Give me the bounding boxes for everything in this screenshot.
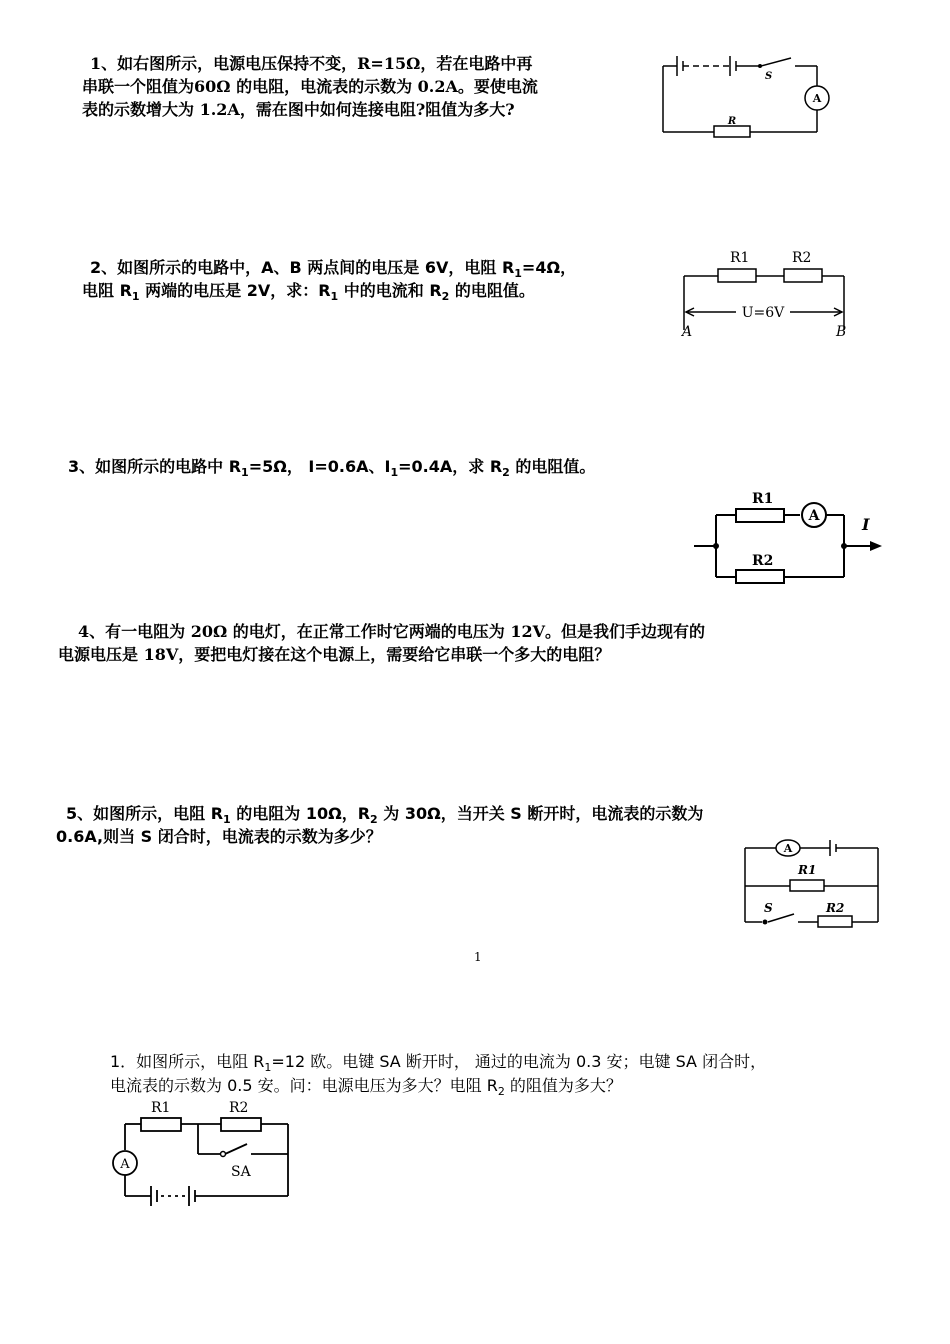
r2-label: R2 xyxy=(229,1100,249,1116)
q3-text: 3、如图所示的电路中 R xyxy=(68,457,242,476)
r1-label: R1 xyxy=(151,1100,171,1116)
question-2-line-2 xyxy=(82,279,576,302)
q6-text: =12 欧。电键 SA 断开时， 通过的电流为 0.3 安；电键 SA 闭合时， xyxy=(271,1052,767,1071)
subscript: 1 xyxy=(241,466,249,480)
question-2 xyxy=(82,256,576,302)
question-2-line-1 xyxy=(82,256,576,279)
q2-text: 电阻 R xyxy=(82,281,132,300)
question-5-line-2: 0.6A,则当 S 闭合时，电流表的示数为多少？ xyxy=(56,827,382,846)
ammeter-label: A xyxy=(812,92,822,105)
page-number: 1 xyxy=(474,950,482,964)
r1-label: R1 xyxy=(730,250,750,266)
question-3-line-1 xyxy=(68,455,595,478)
subscript: 2 xyxy=(370,813,378,827)
q5-text: 5、如图所示，电阻 R xyxy=(66,804,224,823)
resistor-label: R xyxy=(727,116,737,127)
question-1-line-1: 1、如右图所示，电源电压保持不变，R=15Ω，若在电路中再 xyxy=(90,54,533,73)
point-b-label: B xyxy=(836,324,847,340)
q3-text: 的电阻值。 xyxy=(509,457,596,476)
switch-label: S xyxy=(765,71,773,82)
question-3 xyxy=(68,455,595,478)
switch-label: S xyxy=(764,901,773,915)
circuit-diagram-6 xyxy=(105,1098,305,1208)
subscript: 1 xyxy=(264,1061,272,1075)
ammeter-label: A xyxy=(783,842,793,855)
question-6 xyxy=(110,1050,766,1098)
question-6-line-2 xyxy=(110,1074,766,1098)
voltage-label: U=6V xyxy=(741,305,785,321)
subscript: 1 xyxy=(330,290,339,304)
subscript: 2 xyxy=(497,1085,505,1099)
q2-text: 的电阻值。 xyxy=(449,281,535,300)
q6-text: 电流表的示数为 0.5 安。问：电源电压为多大？电阻 R xyxy=(110,1076,498,1095)
circuit-diagram-3 xyxy=(692,485,892,585)
q5-text: 为 30Ω，当开关 S 断开时，电流表的示数为 xyxy=(377,804,704,823)
q5-text: 的电阻为 10Ω，R xyxy=(230,804,371,823)
switch-label: SA xyxy=(231,1164,251,1180)
current-label: I xyxy=(862,515,870,534)
subscript: 1 xyxy=(223,813,231,827)
q6-text: 1．如图所示，电阻 R xyxy=(110,1052,265,1071)
r2-label: R2 xyxy=(826,901,845,915)
q2-text: 两端的电压是 2V，求：R xyxy=(139,281,331,300)
question-1-line-2: 串联一个阻值为60Ω 的电阻，电流表的示数为 0.2A。要使电流 xyxy=(82,77,538,96)
ammeter-label: A xyxy=(808,508,820,524)
subscript: 2 xyxy=(502,466,510,480)
circuit-diagram-2 xyxy=(678,240,858,340)
ammeter-label: A xyxy=(120,1157,130,1172)
question-4 xyxy=(58,620,705,666)
q3-text: =5Ω， I=0.6A、I xyxy=(248,457,391,476)
question-1-line-3: 表的示数增大为 1.2A，需在图中如何连接电阻?阻值为多大? xyxy=(82,100,515,119)
r1-label: R1 xyxy=(798,863,817,877)
point-a-label: A xyxy=(682,324,693,340)
r2-label: R2 xyxy=(752,553,774,569)
q2-text: 2、如图所示的电路中，A、B 两点间的电压是 6V，电阻 R xyxy=(90,258,515,277)
subscript: 2 xyxy=(441,290,450,304)
q2-text: =4Ω， xyxy=(521,258,577,277)
question-4-line-2: 电源电压是 18V，要把电灯接在这个电源上，需要给它串联一个多大的电阻？ xyxy=(58,645,611,664)
circuit-diagram-5 xyxy=(740,836,885,928)
question-5-line-1 xyxy=(56,802,703,825)
question-5 xyxy=(56,802,703,848)
q2-text: 中的电流和 R xyxy=(338,281,442,300)
subscript: 1 xyxy=(131,290,140,304)
q3-text: =0.4A，求 R xyxy=(398,457,503,476)
r1-label: R1 xyxy=(752,491,774,507)
q6-text: 的阻值为多大？ xyxy=(504,1076,622,1095)
subscript: 1 xyxy=(390,466,399,480)
circuit-diagram-1 xyxy=(655,52,835,142)
subscript: 1 xyxy=(514,267,522,281)
question-6-line-1 xyxy=(110,1050,766,1074)
r2-label: R2 xyxy=(792,250,812,266)
question-1 xyxy=(82,52,538,121)
question-4-line-1: 4、有一电阻为 20Ω 的电灯，在正常工作时它两端的电压为 12V。但是我们手边现有的 xyxy=(78,622,706,641)
